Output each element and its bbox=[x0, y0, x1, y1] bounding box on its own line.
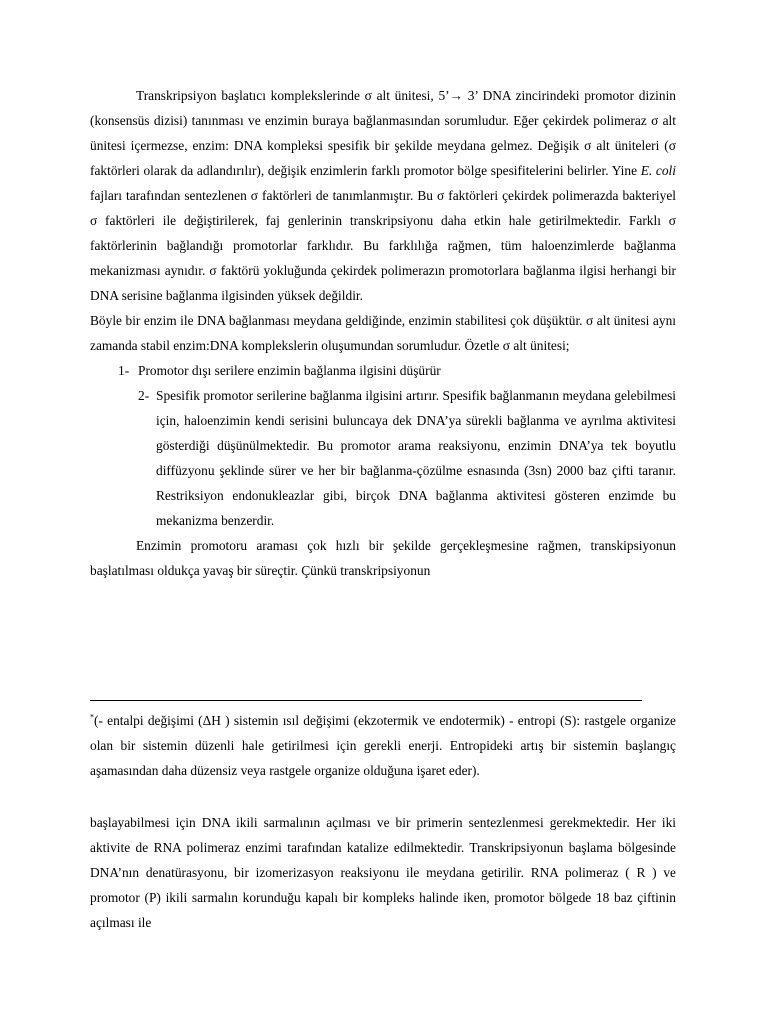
footnote-text: (- entalpi değişimi (ΔH ) sistemin ısıl değişimi (ekzotermik ve endotermik) - entropi (S): rastgele organize olan bir sistemin düzenli hale getirilmesi için gerekli enerji. Entropideki artış bir sistemin başlangıç aşamasından daha düzensiz veya rastgele organize olduğuna işaret eder). bbox=[90, 713, 676, 778]
paragraph-sigma-intro: Transkripsiyon başlatıcı komplekslerinde σ alt ünitesi, 5’→ 3’ DNA zincirindeki promotor dizinin (konsensüs dizisi) tanınması ve enzimin buraya bağlanmasından sorumludur. Eğer çekirdek polimeraz σ alt ünitesi içermezse, enzim: DNA kompleksi spesifik bir şekilde meydana gelmez. Değişik σ alt üniteleri (σ faktörleri olarak da adlandırılır), değişik enzimlerin farklı promotor bölge spesifitelerini belirler. Yine E. coli fajları tarafından sentezlenen σ faktörleri de tanımlanmıştır. Bu σ faktörleri çekirdek polimerazda bakteriyel σ faktörleri ile değiştirilerek, faj genlerinin transkripsiyonu daha etkin hale getirilmektedir. Farklı σ faktörlerinin bağlandığı promotorlar farklıdır. Bu farklılığa rağmen, tüm haloenzimlerde bağlanma mekanizması aynıdır. σ faktörü yokluğunda çekirdek polimerazın promotorlara bağlanma ilgisi herhangi bir DNA serisine bağlanma ilgisinden yüksek değildir. bbox=[90, 88, 676, 303]
paragraph-stability: Böyle bir enzim ile DNA bağlanması meydana geldiğinde, enzimin stabilitesi çok düşüktür. σ alt ünitesi aynı zamanda stabil enzim:DNA komplekslerin oluşumundan sorumludur. Özetle σ alt ünitesi; bbox=[90, 313, 676, 353]
main-text bbox=[90, 83, 676, 583]
list-item-2: 2- Spesifik promotor serilerine bağlanma ilgisini artırır. Spesifik bağlanmanın meydana gelebilmesi için, haloenzimin kendi serisini buluncaya dek DNA’ya sürekli bağlanma ve ayrılma aktivitesi gösterdiği düşünülmektedir. Bu promotor arama reaksiyonu, enzimin DNA’ya tek boyutlu diffüzyonu şeklinde sürer ve her bir bağlanma-çözülme esnasında (3sn) 2000 baz çifti taranır. Restriksiyon endonukleazlar gibi, birçok DNA bağlanma aktivitesi gösteren enzimde bu mekanizma benzerdir. bbox=[138, 388, 676, 528]
paragraph-continuation: başlayabilmesi için DNA ikili sarmalının açılması ve bir primerin sentezlenmesi gerekmektedir. Her iki aktivite de RNA polimeraz enzimi tarafından katalize edilmektedir. Transkripsiyonun başlama bölgesinde DNA’nın denatürasyonu, bir izomerizasyon reaksiyonu ile meydana getirilir. RNA polimeraz ( R ) ve promotor (P) ikili sarmalın korunduğu kapalı bir kompleks halinde iken, promotor bölgede 18 baz çiftinin açılması ile bbox=[90, 815, 676, 930]
footnote-marker: * bbox=[90, 712, 94, 722]
paragraph-promoter-search: Enzimin promotoru araması çok hızlı bir şekilde gerçekleşmesine rağmen, transkipsiyonun başlatılması oldukça yavaş bir süreçtir. Çünkü transkripsiyonun bbox=[90, 538, 676, 578]
footnote-divider bbox=[90, 700, 642, 701]
list-item-1: 1- Promotor dışı serilere enzimin bağlanma ilgisini düşürür bbox=[118, 363, 441, 378]
footnote bbox=[90, 708, 676, 783]
species-name: E. coli bbox=[640, 163, 676, 178]
